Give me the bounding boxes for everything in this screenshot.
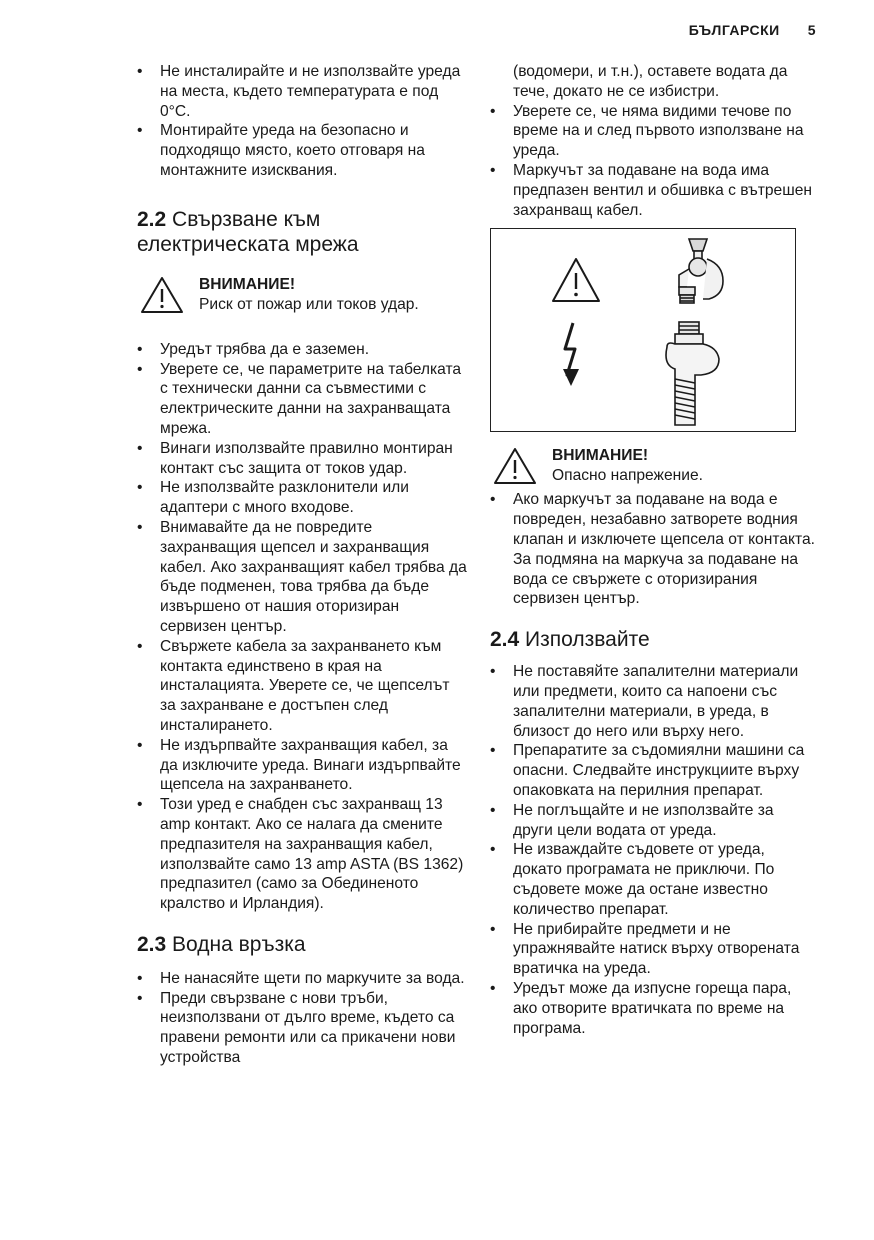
list-item: • Този уред е снабден със захранващ 13 amp контакт. Ако се налага да смените предпазителя на захранващия кабел, използвайте само 13 amp ASTA (BS 1362) предпазител (само за Обединеното кралство и Ирландия). [137,795,467,914]
section-title: Използвайте [525,628,650,652]
section-number: 2.4 [490,628,520,652]
right-column [490,62,815,1038]
list-item: • Свържете кабела за захранването към контакта единствено в края на инсталацията. Уверете се, че щепселът за захранване е достъпен след инсталирането. [137,637,467,736]
warning-text: Риск от пожар или токов удар. [199,295,419,313]
section-number: 2.3 [137,932,167,956]
list-item: • Не изваждайте съдовете от уреда, докато програмата не приключи. По съдовете може да остане известно количество препарат. [490,840,815,919]
list-item: • Не използвайте разклонители или адаптери с много входове. [137,478,467,518]
section-2-2-heading [137,207,467,257]
section-2-3-bullet-list [137,969,467,1068]
warning-triangle-icon [553,259,599,301]
section-2-3-heading [137,932,467,957]
warning-text-block [552,446,703,486]
warning-text-block [199,275,419,315]
list-item: • Уредът трябва да е заземен. [137,340,467,360]
continued-text [490,62,815,102]
list-item: • Не нанасяйте щети по маркучите за вода. [137,969,467,989]
page-number: 5 [807,22,816,38]
list-item: • Внимавайте да не повредите захранващия щепсел и захранващия кабел. Ако захранващият кабел трябва да бъде подменен, това трябва да бъде извършено от нашия оторизиран сервизен център. [137,518,467,637]
list-item: • Не прибирайте предмети и не упражнявайте натиск върху отворената вратичка на уреда. [490,920,815,979]
warning-triangle-icon [139,275,185,315]
illustration-canvas [491,229,795,431]
section-2-4-heading [490,627,815,652]
list-item: • Ако маркучът за подаване на вода е повреден, незабавно затворете водния клапан и изключете щепсела от контакта. За подмяна на маркуча за подаване на вода се свържете с оторизирания сервизен център. [490,490,815,609]
list-item: • Препаратите за съдомиялни машини са опасни. Следвайте инструкциите върху опаковката на перилния препарат. [490,741,815,800]
warning-triangle-icon [492,446,538,486]
lightning-icon [563,323,579,386]
list-item: • Маркучът за подаване на вода има предпазен вентил и обшивка с вътрешен захранващ кабел. [490,161,815,220]
water-bullet-list [490,102,815,221]
intro-bullet-list [137,62,467,181]
hose-safety-illustration [490,228,796,432]
list-item: (водомери, и т.н.), оставете водата да тече, докато не се избистри. [513,63,788,100]
warning-box [492,446,815,486]
section-number: 2.2 [137,207,167,231]
list-item: • Не поглъщайте и не използвайте за други цели водата от уреда. [490,801,815,841]
list-item: • Не поставяйте запалителни материали или предмети, които са напоени със запалителни материали, в уреда, в близост до него или върху него. [490,662,815,741]
list-item: • Не издърпвайте захранващия кабел, за да изключите уреда. Винаги издърпвайте щепсела на захранването. [137,736,467,795]
warning-box [139,275,467,315]
hose-icon [666,322,719,425]
list-item: • Винаги използвайте правилно монтиран контакт със защита от токов удар. [137,439,467,479]
water-tap-icon [679,239,723,303]
section-title: Свързване към електрическата мрежа [137,207,359,256]
list-item: • Монтирайте уреда на безопасно и подходящо място, което отговаря на монтажните изисквания. [137,121,467,180]
section-2-4-bullet-list [490,662,815,1038]
section-title: Водна връзка [172,932,306,956]
section-2-2-bullet-list [137,340,467,914]
list-item: • Уредът може да изпусне гореща пара, ако отворите вратичката по време на програма. [490,979,815,1038]
warning-heading: ВНИМАНИЕ! [199,275,296,293]
list-item: • Не инсталирайте и не използвайте уреда на места, където температурата е под 0°C. [137,62,467,121]
warning-heading: ВНИМАНИЕ! [552,447,649,465]
list-item: • Уверете се, че параметрите на табелката с технически данни са съвместими с електрическите данни на захранващата мрежа. [137,360,467,439]
language-label: БЪЛГАРСКИ [688,22,780,38]
hose-damage-bullet-list [490,490,815,609]
warning-text: Опасно напрежение. [552,467,703,485]
page-header [689,22,816,38]
list-item: • Преди свързване с нови тръби, неизползвани от дълго време, където са правени ремонти или са прикачени нови устройства [137,989,467,1068]
list-item: • Уверете се, че няма видими течове по време на и след първото използване на уреда. [490,102,815,161]
left-column [137,62,467,1068]
